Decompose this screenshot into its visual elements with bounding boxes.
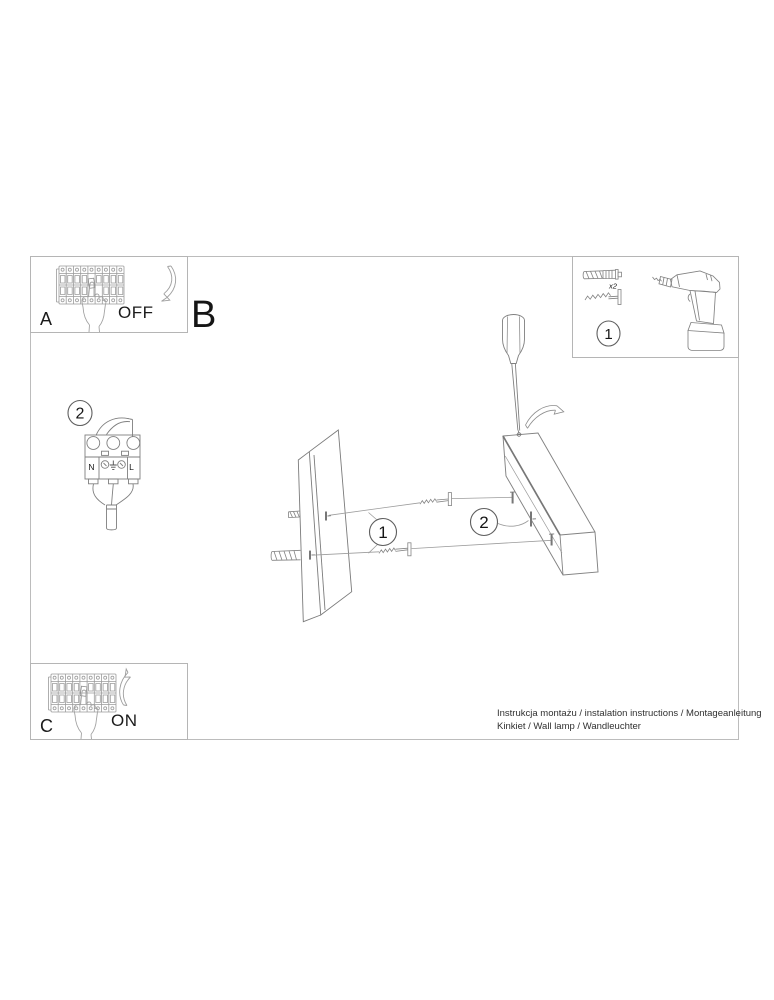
lamp-body-icon xyxy=(503,433,598,575)
earth-ground-icon xyxy=(110,461,117,470)
wall-plug-icon xyxy=(583,270,621,280)
wiring-step-number: 2 xyxy=(75,405,85,423)
section-b-label: B xyxy=(191,294,217,336)
section-c-box xyxy=(30,663,188,740)
breaker-panel-icon xyxy=(57,266,125,332)
wall-plug-lower-icon xyxy=(271,550,300,560)
outgoing-wires xyxy=(93,484,133,505)
curved-arrow-down-icon xyxy=(162,266,176,301)
breaker-off-illustration xyxy=(31,257,187,332)
live-label: L xyxy=(129,462,134,472)
breaker-on-illustration xyxy=(31,664,187,739)
mounting-screw-upper-icon xyxy=(420,493,452,506)
footer-text xyxy=(497,708,762,733)
quantity-label: x2 xyxy=(609,281,617,291)
callout-2-number: 2 xyxy=(479,513,489,532)
step-1-number: 1 xyxy=(604,326,613,343)
wiring-detail xyxy=(50,393,160,543)
footer-line-2: Kinkiet / Wall lamp / Wandleuchter xyxy=(497,720,641,732)
wall-plate-icon xyxy=(298,430,351,622)
wall-plug-upper-icon xyxy=(289,511,301,518)
footer-line-1: Instrukcja montażu / instalation instructions / Montageanleitung xyxy=(497,708,762,719)
screwdriver-icon xyxy=(503,315,525,434)
section-a-box xyxy=(30,256,188,333)
incoming-wires xyxy=(96,418,133,437)
off-label: OFF xyxy=(118,303,154,322)
rotation-arrow-icon xyxy=(526,406,564,429)
cable-icon xyxy=(107,505,117,530)
callout-1-number: 1 xyxy=(378,523,388,542)
breaker-panel-icon xyxy=(49,674,117,739)
on-label: ON xyxy=(111,711,138,730)
curved-arrow-up-icon xyxy=(120,669,131,706)
section-a-label: A xyxy=(40,309,53,329)
assembly-diagram xyxy=(260,290,690,640)
section-c-label: C xyxy=(40,716,53,736)
terminal-block-icon xyxy=(85,418,140,530)
neutral-label: N xyxy=(88,462,95,472)
